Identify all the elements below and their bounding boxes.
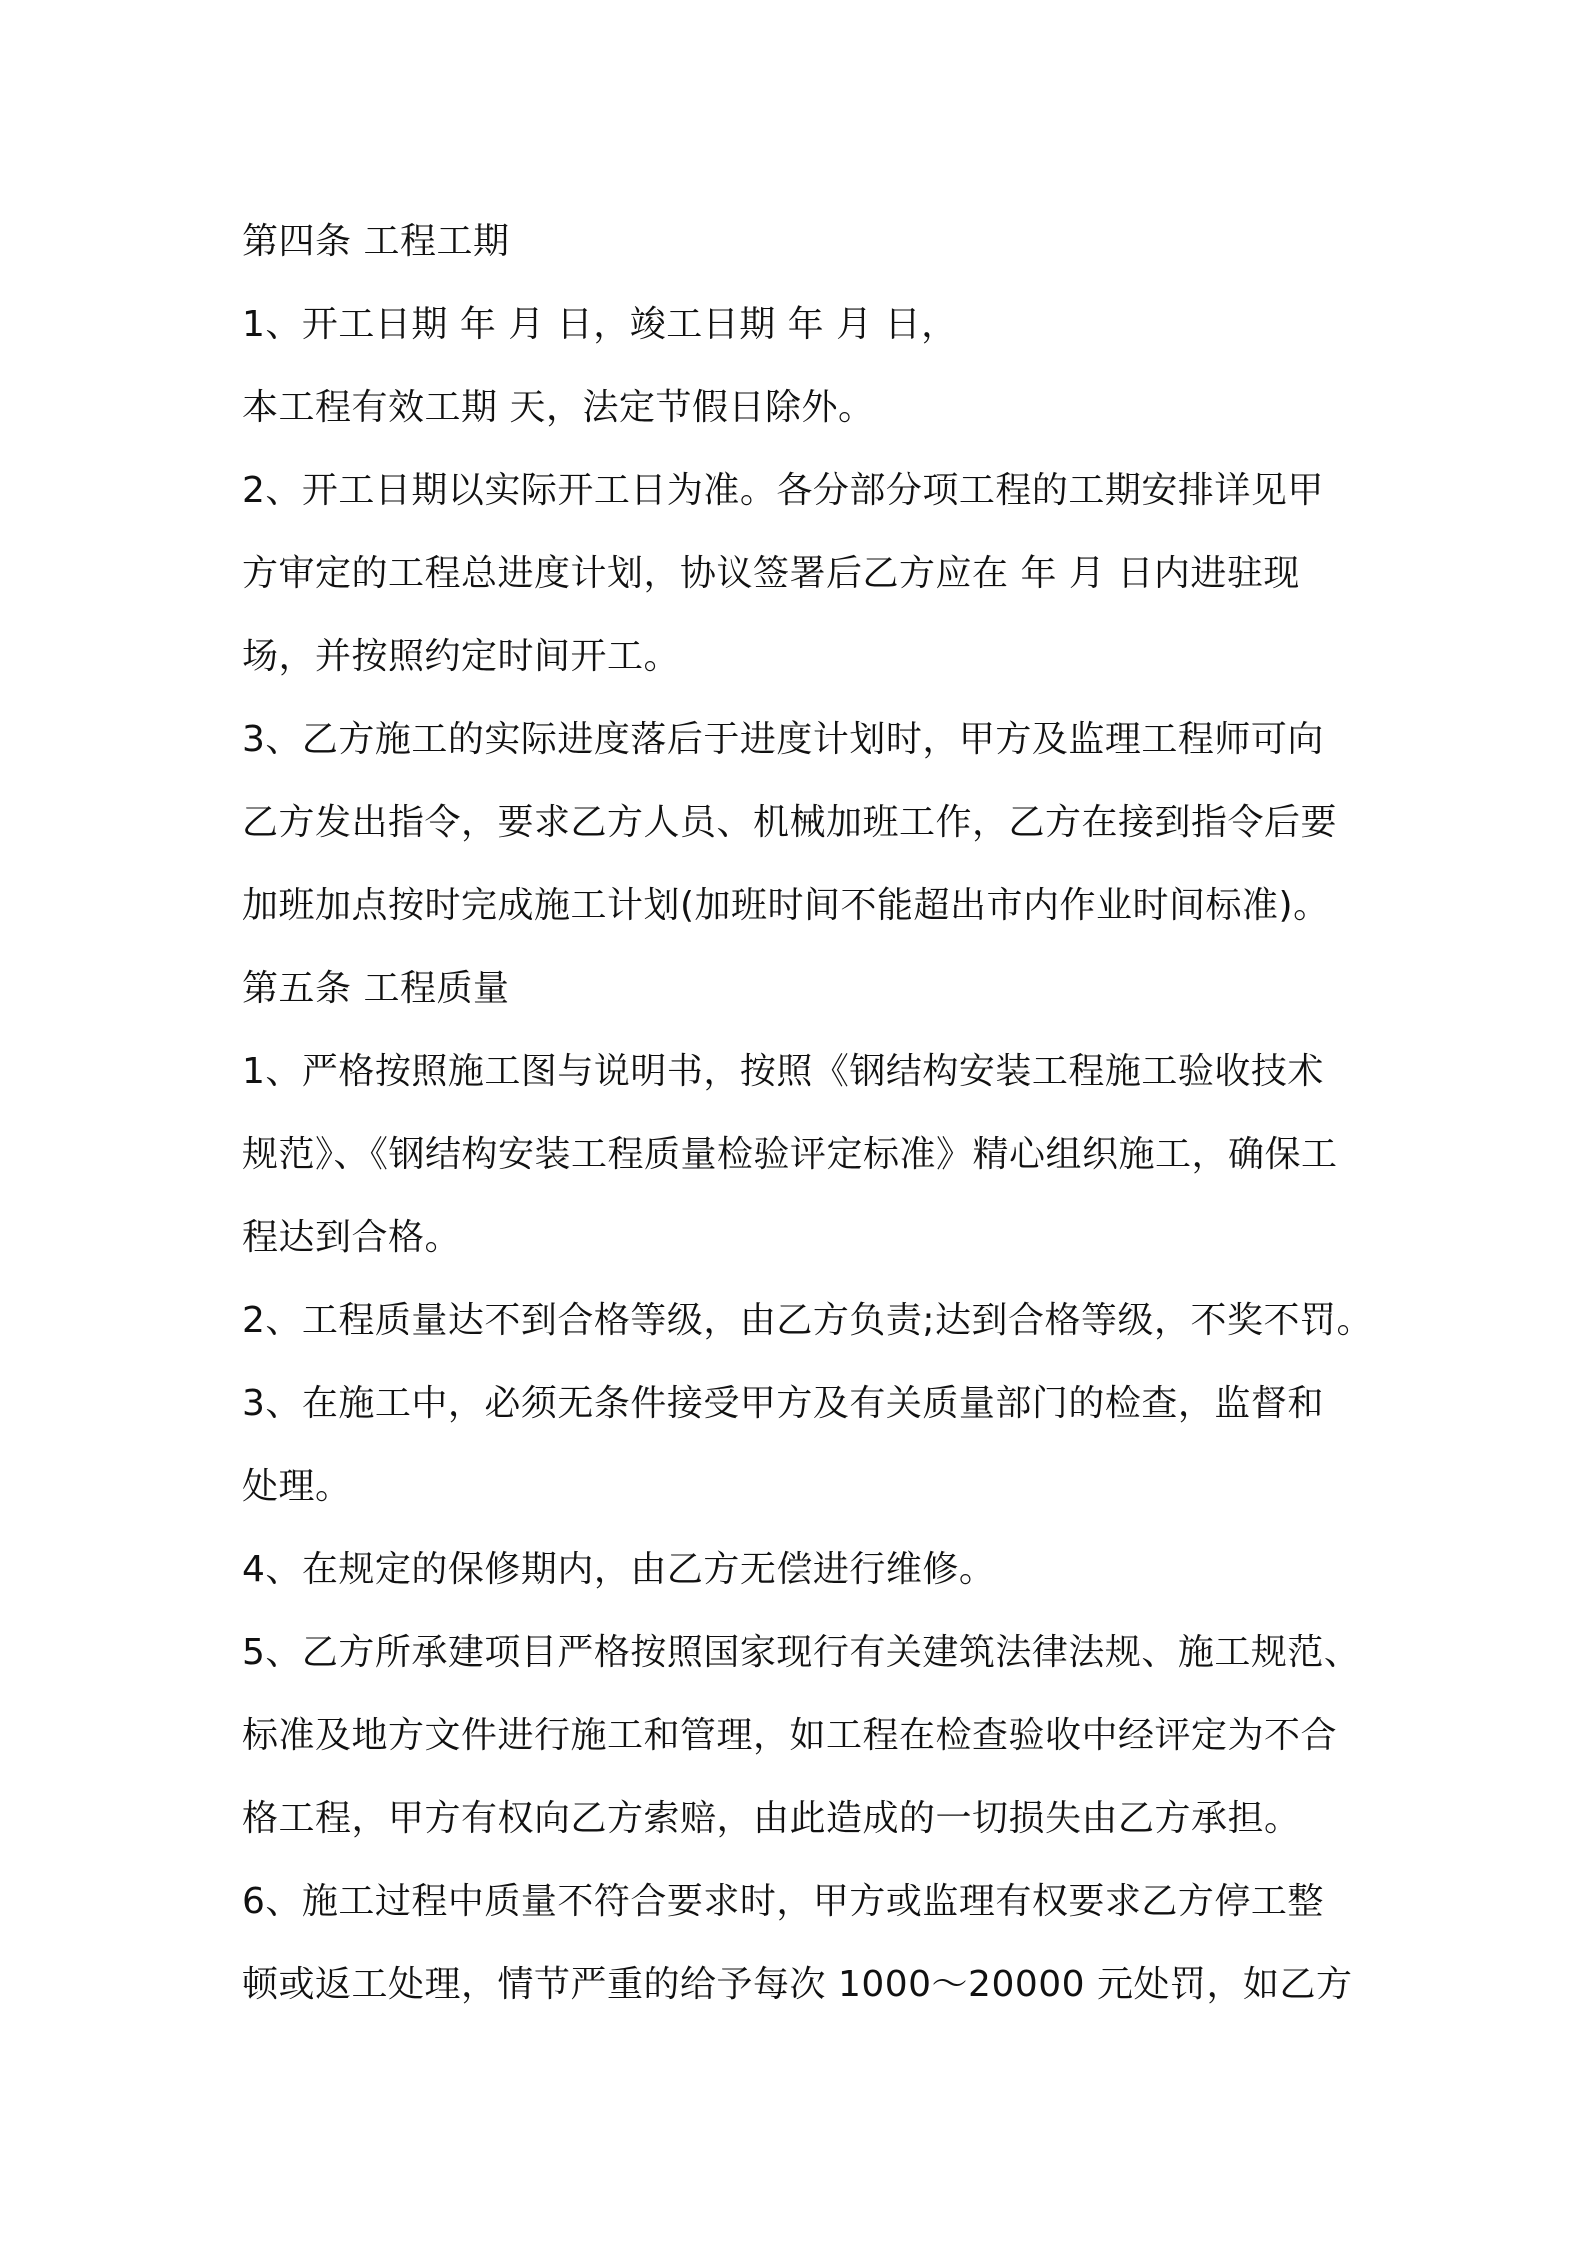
paragraph-line: 5、乙方所承建项目严格按照国家现行有关建筑法律法规、施工规范、 xyxy=(242,1632,1361,1673)
paragraph-line: 乙方发出指令，要求乙方人员、机械加班工作，乙方在接到指令后要 xyxy=(242,802,1338,843)
paragraph-line: 方审定的工程总进度计划，协议签署后乙方应在 年 月 日内进驻现 xyxy=(242,553,1300,594)
paragraph-line: 2、开工日期以实际开工日为准。各分部分项工程的工期安排详见甲 xyxy=(242,470,1324,511)
paragraph-line: 处理。 xyxy=(242,1466,352,1507)
paragraph-line: 本工程有效工期 天，法定节假日除外。 xyxy=(242,387,875,428)
paragraph-line: 程达到合格。 xyxy=(242,1217,462,1258)
paragraph-line: 顿或返工处理，情节严重的给予每次 1000～20000 元处罚，如乙方 xyxy=(242,1964,1353,2005)
paragraph-line: 场，并按照约定时间开工。 xyxy=(242,636,681,677)
paragraph-line: 1、开工日期 年 月 日，竣工日期 年 月 日， xyxy=(242,304,958,345)
paragraph-line: 3、在施工中，必须无条件接受甲方及有关质量部门的检查，监督和 xyxy=(242,1383,1324,1424)
article-5-heading: 第五条 工程质量 xyxy=(242,968,510,1009)
paragraph-line: 4、在规定的保修期内，由乙方无偿进行维修。 xyxy=(242,1549,996,1590)
paragraph-line: 规范》、《钢结构安装工程质量检验评定标准》精心组织施工，确保工 xyxy=(242,1134,1338,1175)
paragraph-line: 格工程，甲方有权向乙方索赔，由此造成的一切损失由乙方承担。 xyxy=(242,1798,1301,1839)
paragraph-line: 6、施工过程中质量不符合要求时，甲方或监理有权要求乙方停工整 xyxy=(242,1881,1324,1922)
paragraph-line: 2、工程质量达不到合格等级，由乙方负责;达到合格等级，不奖不罚。 xyxy=(242,1300,1374,1341)
paragraph-line: 标准及地方文件进行施工和管理，如工程在检查验收中经评定为不合 xyxy=(242,1715,1338,1756)
paragraph-line: 3、乙方施工的实际进度落后于进度计划时，甲方及监理工程师可向 xyxy=(242,719,1324,760)
paragraph-line: 1、严格按照施工图与说明书，按照《钢结构安装工程施工验收技术 xyxy=(242,1051,1324,1092)
paragraph-line: 加班加点按时完成施工计划(加班时间不能超出市内作业时间标准)。 xyxy=(242,885,1330,926)
document-body xyxy=(242,200,1374,2026)
article-4-heading: 第四条 工程工期 xyxy=(242,221,510,262)
